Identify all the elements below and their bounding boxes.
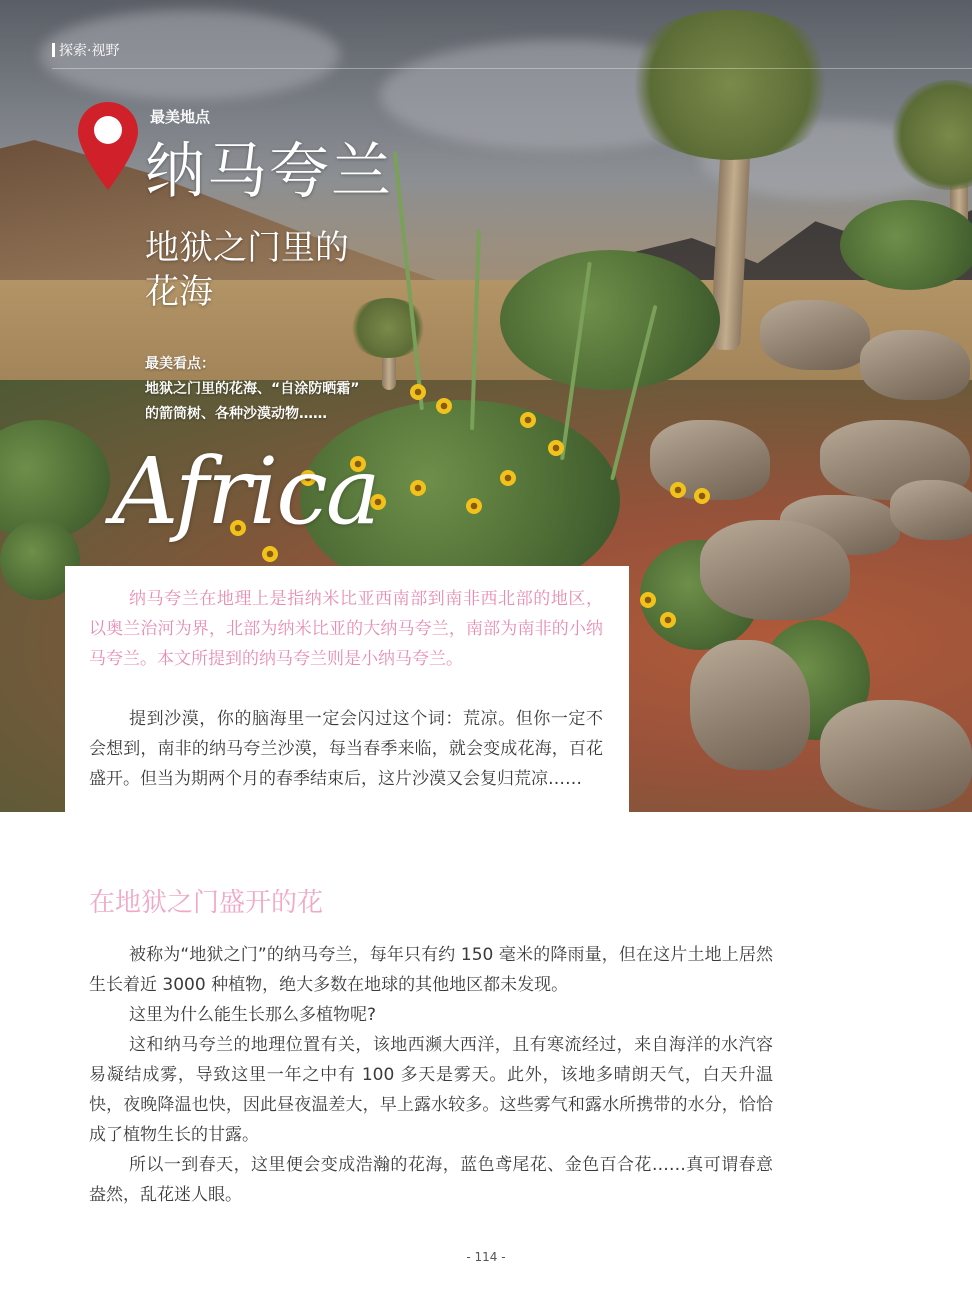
page-number: - 114 -	[466, 1250, 506, 1264]
intro-body-paragraph: 提到沙漠，你的脑海里一定会闪过这个词：荒凉。但你一定不会想到，南非的纳马夸兰沙漠，每当春季来临，就会变成花海，百花盛开。但当为期两个月的春季结束后，这片沙漠又会复归荒凉……	[89, 709, 603, 789]
rock	[650, 420, 770, 500]
section-tag-bar	[52, 43, 55, 57]
rock	[690, 640, 810, 770]
rock	[890, 480, 972, 540]
header-divider	[52, 68, 972, 69]
section-heading: 在地狱之门盛开的花	[89, 888, 324, 918]
yellow-flower	[694, 488, 710, 504]
article-paragraph: 这和纳马夸兰的地理位置有关，该地西濒大西洋，且有寒流经过，来自海洋的水汽容易凝结成雾，导致这里一年之中有 100 多天是雾天。此外，该地多晴朗天气，白天升温快，夜晚降温也快，因此昼夜温差大，早上露水较多。这些雾气和露水所携带的水分，恰恰成了植物生长的甘露。	[89, 1035, 773, 1145]
yellow-flower	[436, 398, 452, 414]
article-paragraph: 这里为什么能生长那么多植物呢?	[129, 1005, 377, 1025]
intro-pink-paragraph: 纳马夸兰在地理上是指纳米比亚西南部到南非西北部的地区，以奥兰治河为界，北部为纳米比亚的大纳马夸兰，南部为南非的小纳马夸兰。本文所提到的纳马夸兰则是小纳马夸兰。	[89, 589, 603, 669]
rock	[760, 300, 870, 370]
section-tag-text: 探索·视野	[59, 43, 120, 59]
rock	[820, 700, 972, 810]
yellow-flower	[262, 546, 278, 562]
subtitle-line-2: 花海	[145, 272, 213, 312]
yellow-flower	[410, 480, 426, 496]
kicker: 最美地点	[150, 108, 211, 126]
subtitle	[145, 226, 349, 314]
script-word: Africa	[112, 438, 379, 545]
quiver-tree-crown	[620, 10, 840, 160]
rock	[860, 330, 970, 400]
shrub	[500, 250, 720, 390]
yellow-flower	[640, 592, 656, 608]
page-title: 纳马夸兰	[145, 137, 393, 207]
yellow-flower	[466, 498, 482, 514]
location-pin-icon	[76, 100, 140, 192]
yellow-flower	[410, 384, 426, 400]
highlights-label: 最美看点：	[145, 356, 215, 372]
subtitle-line-1: 地狱之门里的	[145, 228, 349, 268]
article-body	[89, 940, 773, 1210]
article-paragraph: 所以一到春天，这里便会变成浩瀚的花海，蓝色鸢尾花、金色百合花……真可谓春意盎然，乱花迷人眼。	[89, 1155, 773, 1205]
section-tag	[52, 40, 119, 60]
yellow-flower	[660, 612, 676, 628]
yellow-flower	[670, 482, 686, 498]
highlights-line-2: 的箭筒树、各种沙漠动物……	[145, 406, 327, 422]
yellow-flower	[520, 412, 536, 428]
shrub	[840, 200, 972, 290]
yellow-flower	[548, 440, 564, 456]
article-paragraph: 被称为“地狱之门”的纳马夸兰，每年只有约 150 毫米的降雨量，但在这片土地上居然生长着近 3000 种植物，绝大多数在地球的其他地区都未发现。	[89, 945, 773, 995]
yellow-flower	[500, 470, 516, 486]
rock	[700, 520, 850, 620]
highlights-line-1: 地狱之门里的花海、“自涂防晒霜”	[145, 381, 360, 397]
highlights	[145, 352, 359, 427]
